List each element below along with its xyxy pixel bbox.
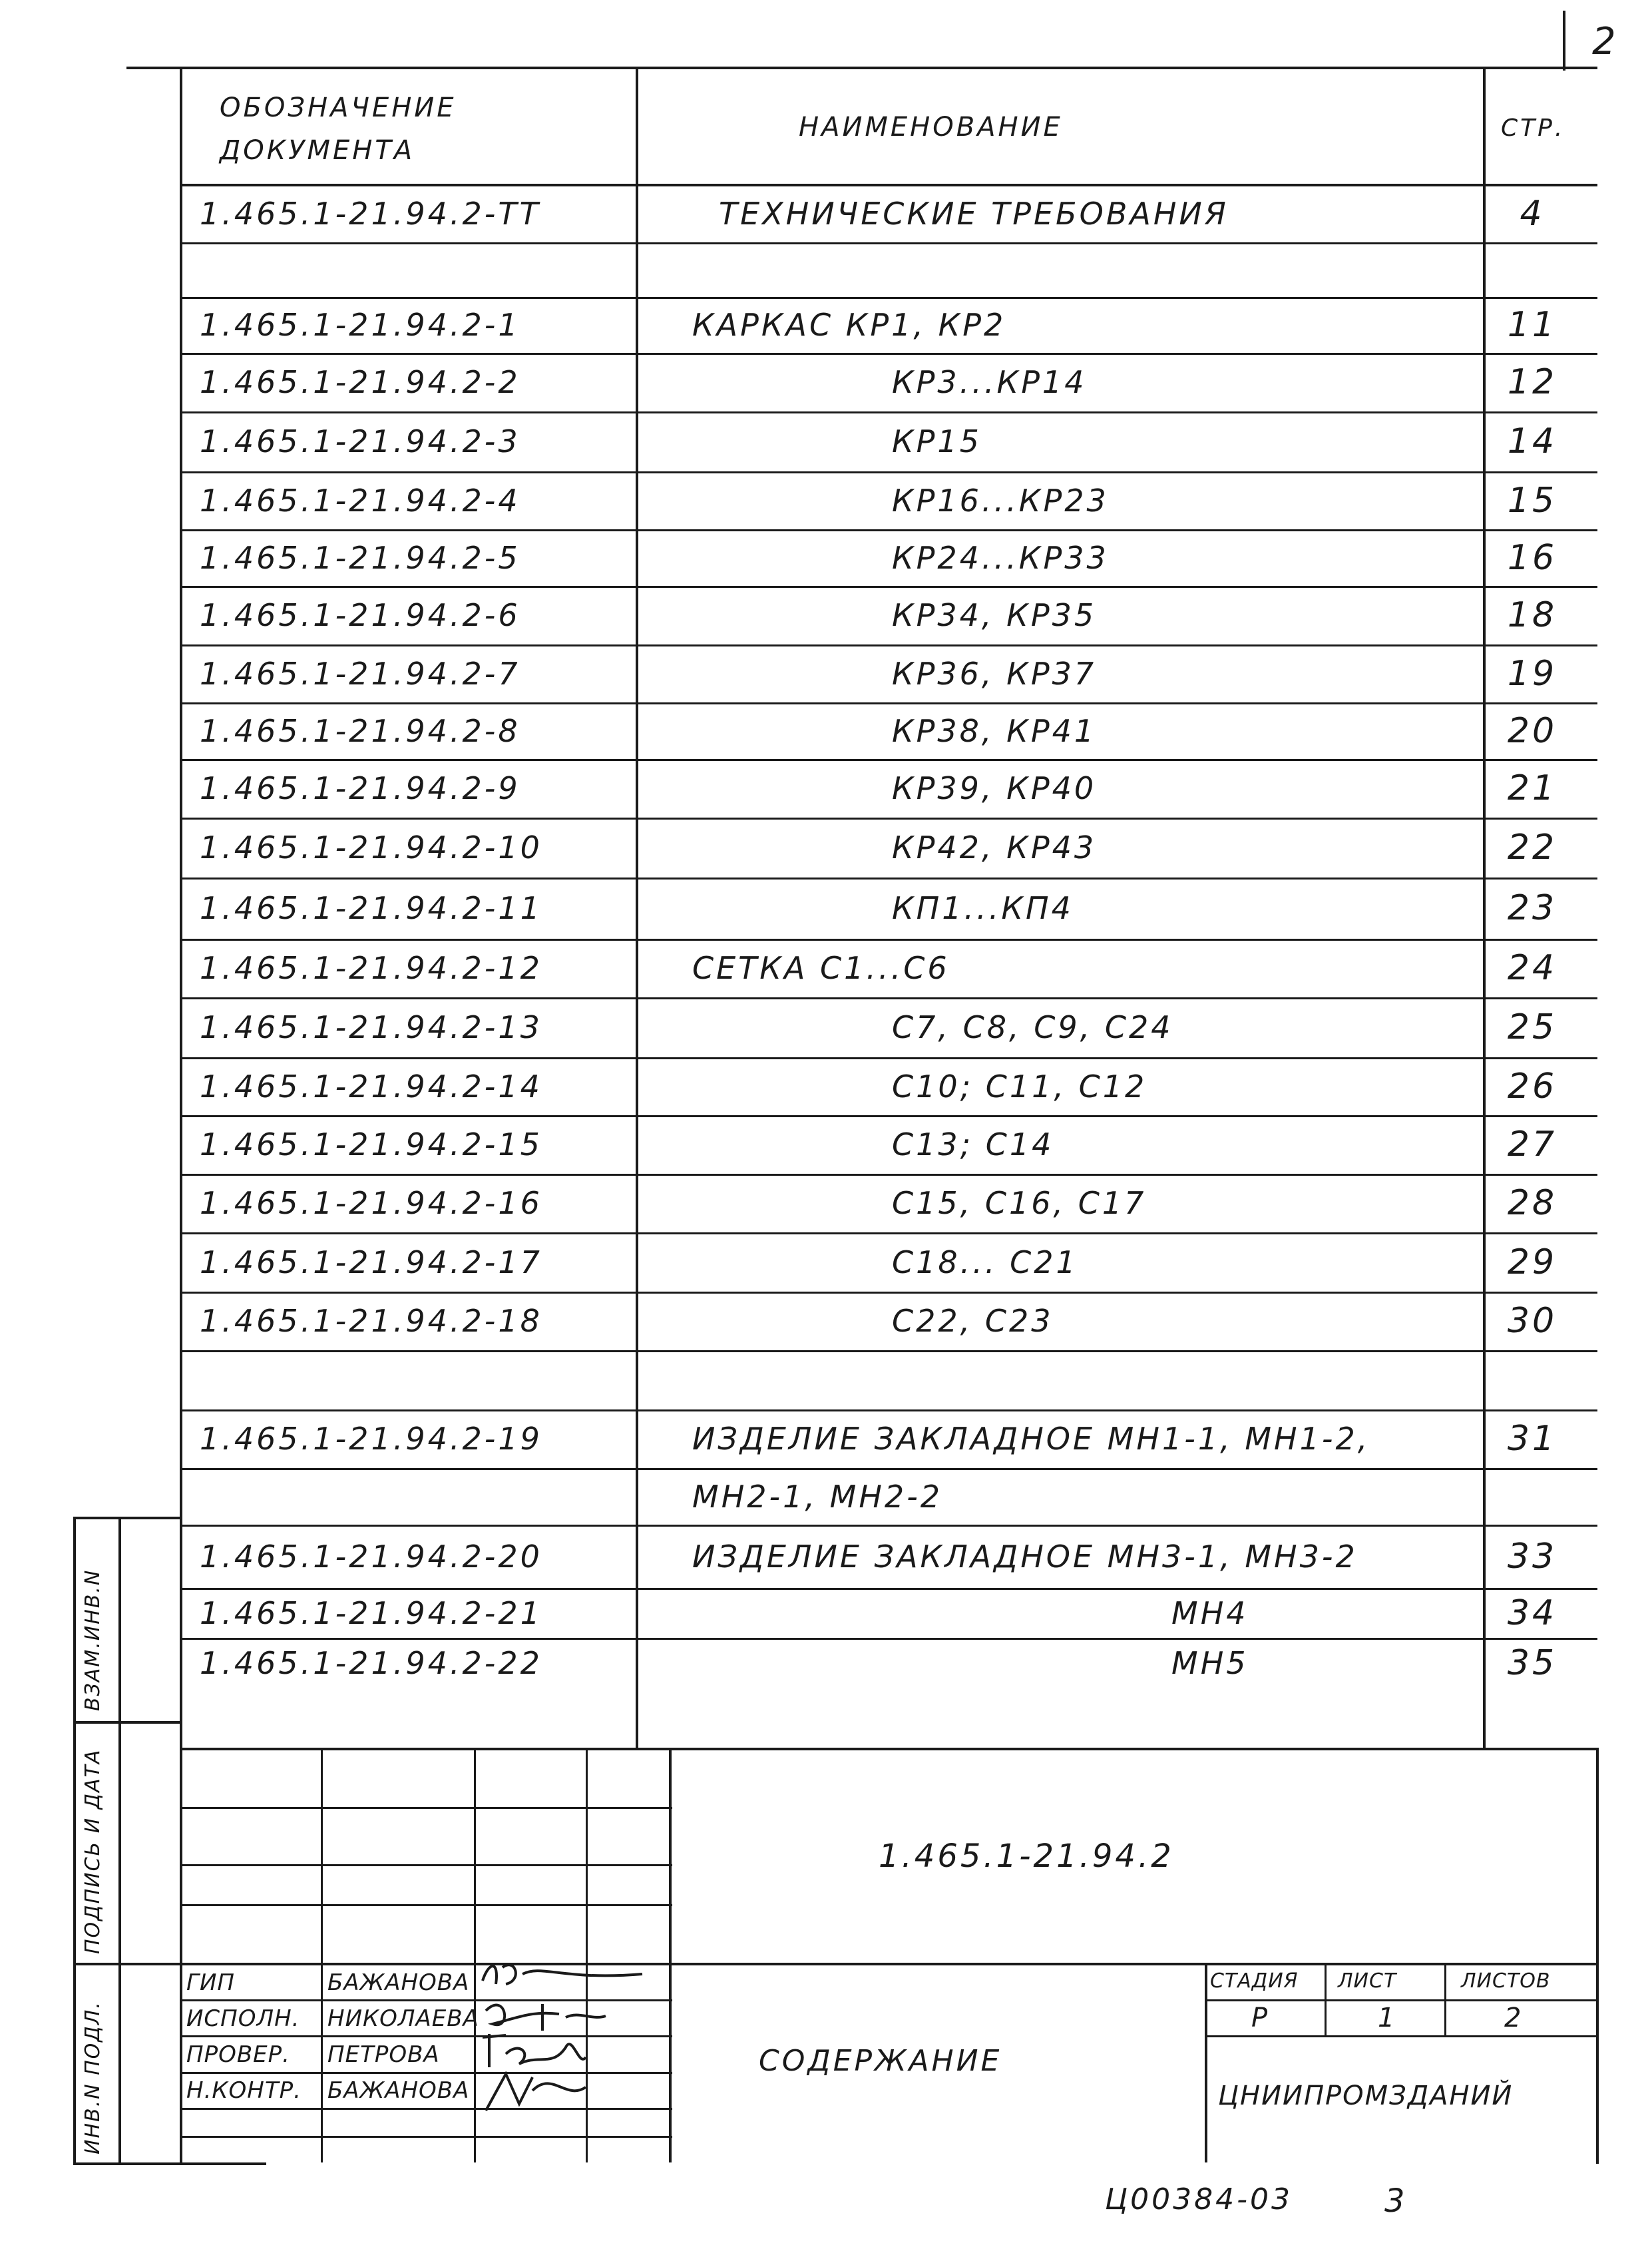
col-divider-1 [636, 67, 638, 1748]
row-code: 1.465.1-21.94.2-14 [200, 1068, 542, 1105]
inv-orig-label: ИНВ.N ПОДЛ. [81, 2001, 104, 2154]
stage-label: СТАДИЯ [1210, 1969, 1299, 1993]
row-name: С7, С8, С9, С24 [892, 1009, 1173, 1045]
replaced-inv-label: ВЗАМ.ИНВ.N [81, 1569, 104, 1711]
row-code: 1.465.1-21.94.2-9 [200, 770, 520, 806]
row-name: ИЗДЕЛИЕ ЗАКЛАДНОЕ МН1-1, МН1-2, [692, 1421, 1370, 1457]
tb-col-4 [669, 1748, 672, 2162]
row-page: 23 [1507, 888, 1557, 928]
row-code: 1.465.1-21.94.2-3 [200, 423, 520, 459]
row-name: КР15 [892, 423, 982, 459]
sheets-label: ЛИСТОВ [1461, 1969, 1551, 1993]
archive-code: Ц00384-03 [1105, 2182, 1293, 2216]
row-name: КР36, КР37 [892, 655, 1097, 692]
row-name: КР24...КР33 [892, 539, 1109, 576]
row-page [1486, 1468, 1579, 1525]
row-page: 34 [1507, 1593, 1557, 1633]
tb-rule-1 [180, 1807, 672, 1809]
signer-name: НИКОЛАЕВА [327, 2005, 479, 2032]
signer-name: ПЕТРОВА [327, 2041, 440, 2068]
signer-role: ИСПОЛН. [186, 2005, 300, 2032]
row-page: 28 [1507, 1183, 1557, 1223]
top-rule [126, 67, 1597, 69]
row-name: КР39, КР40 [892, 770, 1097, 806]
row-name: ТЕХНИЧЕСКИЕ ТРЕБОВАНИЯ [719, 196, 1229, 232]
tb-rule-2 [180, 1864, 672, 1866]
row-name: С22, С23 [892, 1303, 1054, 1339]
row-name: СЕТКА С1...С6 [692, 950, 950, 986]
side-strip-top [73, 1517, 180, 1519]
row-page: 14 [1507, 421, 1557, 461]
table-bottom-rule [180, 1748, 1597, 1750]
page-header: СТР. [1501, 115, 1565, 142]
row-code: 1.465.1-21.94.2-18 [200, 1303, 542, 1339]
row-page: 19 [1507, 653, 1557, 694]
row-page: 31 [1507, 1419, 1557, 1459]
row-page: 20 [1507, 710, 1557, 751]
tb-stage-col-left [1205, 1963, 1207, 2162]
row-code: 1.465.1-21.94.2-17 [200, 1244, 542, 1280]
row-code: 1.465.1-21.94.2-12 [200, 950, 542, 986]
row-code: 1.465.1-21.94.2-5 [200, 539, 520, 576]
row-name: КР16...КР23 [892, 482, 1109, 519]
row-page: 29 [1507, 1242, 1557, 1282]
stage-value: Р [1251, 2003, 1271, 2033]
side-strip-bottom [73, 2162, 266, 2165]
corner-divider [1563, 11, 1565, 71]
row-name: КАРКАС КР1, КР2 [692, 307, 1006, 343]
row-page: 11 [1507, 305, 1557, 345]
name-header: НАИМЕНОВАНИЕ [799, 112, 1063, 142]
row-code: 1.465.1-21.94.2-10 [200, 830, 542, 866]
row-name: КП1...КП4 [892, 890, 1074, 926]
row-code: 1.465.1-21.94.2-16 [200, 1185, 542, 1221]
tb-rule-3 [180, 1904, 672, 1906]
signer-role: Н.КОНТР. [186, 2077, 302, 2104]
tb-rule-4 [180, 1963, 1597, 1965]
side-strip-outer [73, 1517, 76, 2164]
row-code: 1.465.1-21.94.2-8 [200, 712, 520, 749]
signature-nkontr [479, 2064, 592, 2117]
row-name: КР42, КР43 [892, 830, 1097, 866]
row-page: 22 [1507, 828, 1557, 868]
tb-stage-rule-1 [1205, 1999, 1597, 2001]
row-page [1486, 1350, 1579, 1409]
row-page: 16 [1507, 537, 1557, 578]
row-name: С15, С16, С17 [892, 1185, 1147, 1221]
row-code: 1.465.1-21.94.2-20 [200, 1538, 542, 1575]
row-code: 1.465.1-21.94.2-1 [200, 307, 520, 343]
row-code: 1.465.1-21.94.2-13 [200, 1009, 542, 1045]
row-name: КР34, КР35 [892, 597, 1097, 633]
row-page: 30 [1507, 1301, 1557, 1341]
sign-date-label: ПОДПИСЬ И ДАТА [81, 1748, 104, 1954]
row-code: 1.465.1-21.94.2-15 [200, 1127, 542, 1162]
row-name: МН4 [1171, 1595, 1249, 1631]
footer-page-number: 3 [1384, 2182, 1408, 2220]
designation-header: ОБОЗНАЧЕНИЕ ДОКУМЕНТА [220, 93, 457, 166]
row-page: 35 [1507, 1642, 1557, 1683]
tb-rule-8 [180, 2108, 672, 2110]
row-page: 27 [1507, 1125, 1557, 1164]
row-code [200, 242, 626, 297]
signer-role: ПРОВЕР. [186, 2041, 290, 2068]
side-strip-inner [118, 1517, 121, 2164]
row-page: 18 [1507, 595, 1557, 635]
document-title: СОДЕРЖАНИЕ [759, 2044, 1002, 2078]
signer-name: БАЖАНОВА [327, 1969, 470, 1996]
tb-rule-7 [180, 2072, 672, 2074]
frame-right [1596, 1748, 1599, 2164]
row-page: 25 [1507, 1007, 1557, 1047]
side-strip-sep1 [73, 1721, 180, 1724]
tb-rule-9 [180, 2136, 672, 2138]
row-page: 21 [1507, 768, 1557, 808]
row-code: 1.465.1-21.94.2-22 [200, 1644, 542, 1681]
row-page: 15 [1507, 480, 1557, 521]
sheet-label: ЛИСТ [1338, 1969, 1397, 1993]
row-name: МН5 [1171, 1644, 1249, 1681]
tb-stage-rule-2 [1205, 2035, 1597, 2037]
row-page: 26 [1507, 1066, 1557, 1107]
sheet-value: 1 [1378, 2003, 1398, 2033]
row-code [200, 1350, 626, 1409]
side-strip-sep2 [73, 1963, 180, 1965]
row-name: МН2-1, МН2-2 [692, 1478, 943, 1515]
row-code: 1.465.1-21.94.2-11 [200, 890, 542, 926]
row-page: 12 [1507, 362, 1557, 402]
row-page: 33 [1507, 1536, 1557, 1577]
tb-col-1 [321, 1748, 323, 2162]
row-code: 1.465.1-21.94.2-7 [200, 655, 520, 692]
row-page: 4 [1520, 194, 1545, 234]
organization-name: ЦНИИПРОМЗДАНИЙ [1218, 2081, 1514, 2111]
row-code: 1.465.1-21.94.2-4 [200, 482, 520, 519]
row-page [1486, 242, 1579, 297]
row-name: С10; С11, С12 [892, 1068, 1147, 1105]
row-code: 1.465.1-21.94.2-6 [200, 597, 520, 633]
row-name: ИЗДЕЛИЕ ЗАКЛАДНОЕ МН3-1, МН3-2 [692, 1538, 1358, 1575]
row-code: 1.465.1-21.94.2-19 [200, 1421, 542, 1457]
signer-role: ГИП [186, 1969, 235, 1996]
row-code: 1.465.1-21.94.2-2 [200, 364, 520, 400]
designation-stamp: 1.465.1-21.94.2 [879, 1838, 1174, 1875]
row-name: С13; С14 [892, 1127, 1054, 1162]
row-page: 24 [1507, 948, 1557, 988]
row-name: С18... С21 [892, 1244, 1078, 1280]
signer-name: БАЖАНОВА [327, 2077, 470, 2104]
sheets-value: 2 [1504, 2003, 1524, 2033]
row-name: КР3...КР14 [892, 364, 1087, 400]
row-name: КР38, КР41 [892, 712, 1097, 749]
sheet-mark: 2 [1592, 20, 1619, 63]
row-code [200, 1468, 626, 1525]
row-code: 1.465.1-21.94.2-21 [200, 1595, 542, 1631]
row-code: 1.465.1-21.94.2-ТТ [200, 196, 541, 232]
